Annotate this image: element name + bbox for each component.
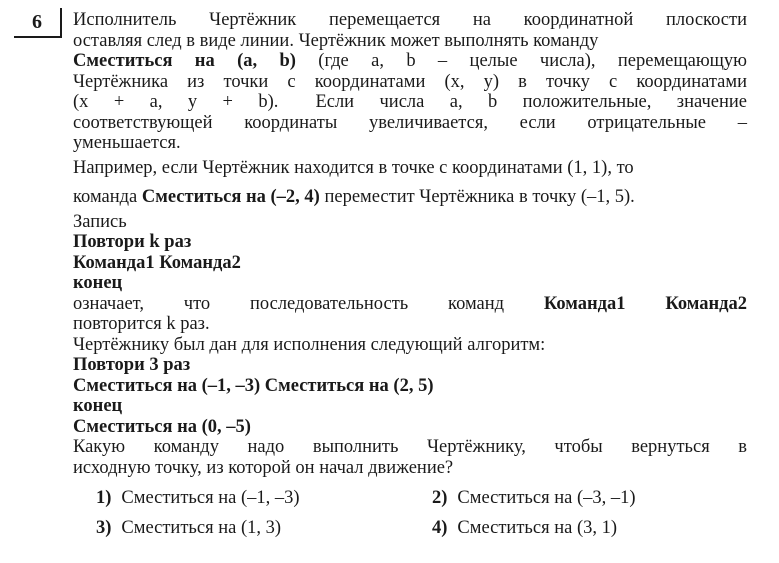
answer-number: 1) (96, 488, 112, 508)
record-meaning-pre: означает, что последовательность команд (73, 293, 544, 314)
question-line-2: исходную точку, из которой он начал движение? (73, 457, 454, 478)
answer-option-2[interactable] (432, 488, 636, 509)
record-end (73, 273, 747, 294)
answer-option-3[interactable] (96, 518, 281, 539)
answer-number: 2) (432, 488, 448, 508)
record-meaning-post: повторится k раз. (73, 314, 210, 334)
example-line-2-pre: команда (73, 187, 142, 207)
task-text (73, 10, 747, 478)
example-command: Сместиться на (–2, 4) (141, 187, 320, 207)
algorithm-end (73, 396, 747, 417)
record-commands-text: Команда1 Команда2 (73, 252, 241, 273)
answer-number: 4) (432, 518, 448, 538)
record-meaning (73, 294, 747, 315)
command-name: Сместиться на (a, b) (73, 51, 296, 71)
intro-line-3-rest: (где a, b – целые числа), перемещающую (295, 51, 747, 71)
answer-number: 3) (96, 518, 112, 538)
intro-line-1: Исполнитель Чертёжник перемещается на координатной плоскости (73, 10, 747, 30)
algorithm-repeat-text: Повтори 3 раз (73, 355, 191, 375)
algorithm-body-text: Сместиться на (–1, –3) Сместиться на (2, 5) (73, 375, 434, 396)
algorithm-intro: Чертёжнику был дан для исполнения следующий алгоритм: (73, 334, 546, 355)
record-repeat (73, 232, 747, 253)
answer-option-1[interactable] (96, 488, 300, 509)
intro-line-7: уменьшается. (73, 133, 181, 153)
example-line-1: Например, если Чертёжник находится в точке с координатами (1, 1), то (73, 157, 634, 178)
intro-line-3 (73, 51, 747, 72)
intro-line-5a: (x + a, y + b). (73, 92, 279, 112)
example-line-2 (73, 187, 747, 208)
intro-line-5b: Если числа a, b положительные, значение (315, 92, 747, 112)
intro-line-5 (73, 92, 747, 113)
record-label: Запись (73, 211, 127, 232)
record-repeat-text: Повтори k раз (73, 232, 192, 252)
algorithm-body (73, 376, 747, 397)
intro-line-6: соответствующей координаты увеличивается, если отрицательные – (73, 112, 747, 133)
intro-line-2: оставляя след в виде линии. Чертёжник может выполнять команду (73, 30, 599, 51)
example-line-2-post: переместит Чертёжника в точку (–1, 5). (319, 187, 635, 207)
answer-text: Сместиться на (1, 3) (121, 518, 282, 538)
question-line-1: Какую команду надо выполнить Чертёжнику, чтобы вернуться в (73, 437, 747, 457)
record-meaning-cmd: Команда1 Команда2 (543, 293, 747, 314)
answer-option-4[interactable] (432, 518, 617, 539)
algorithm-last-text: Сместиться на (0, –5) (73, 416, 251, 437)
answer-text: Сместиться на (–3, –1) (457, 488, 636, 508)
algorithm-repeat (73, 355, 747, 376)
record-commands (73, 253, 747, 274)
algorithm-last (73, 417, 747, 438)
algorithm-end-text: конец (73, 396, 123, 416)
intro-line-4: Чертёжника из точки с координатами (x, y) в точку с координатами (73, 71, 747, 92)
answer-text: Сместиться на (3, 1) (457, 518, 618, 538)
record-end-text: конец (73, 273, 123, 293)
answer-text: Сместиться на (–1, –3) (121, 488, 300, 508)
task-number: 6 (14, 8, 62, 38)
